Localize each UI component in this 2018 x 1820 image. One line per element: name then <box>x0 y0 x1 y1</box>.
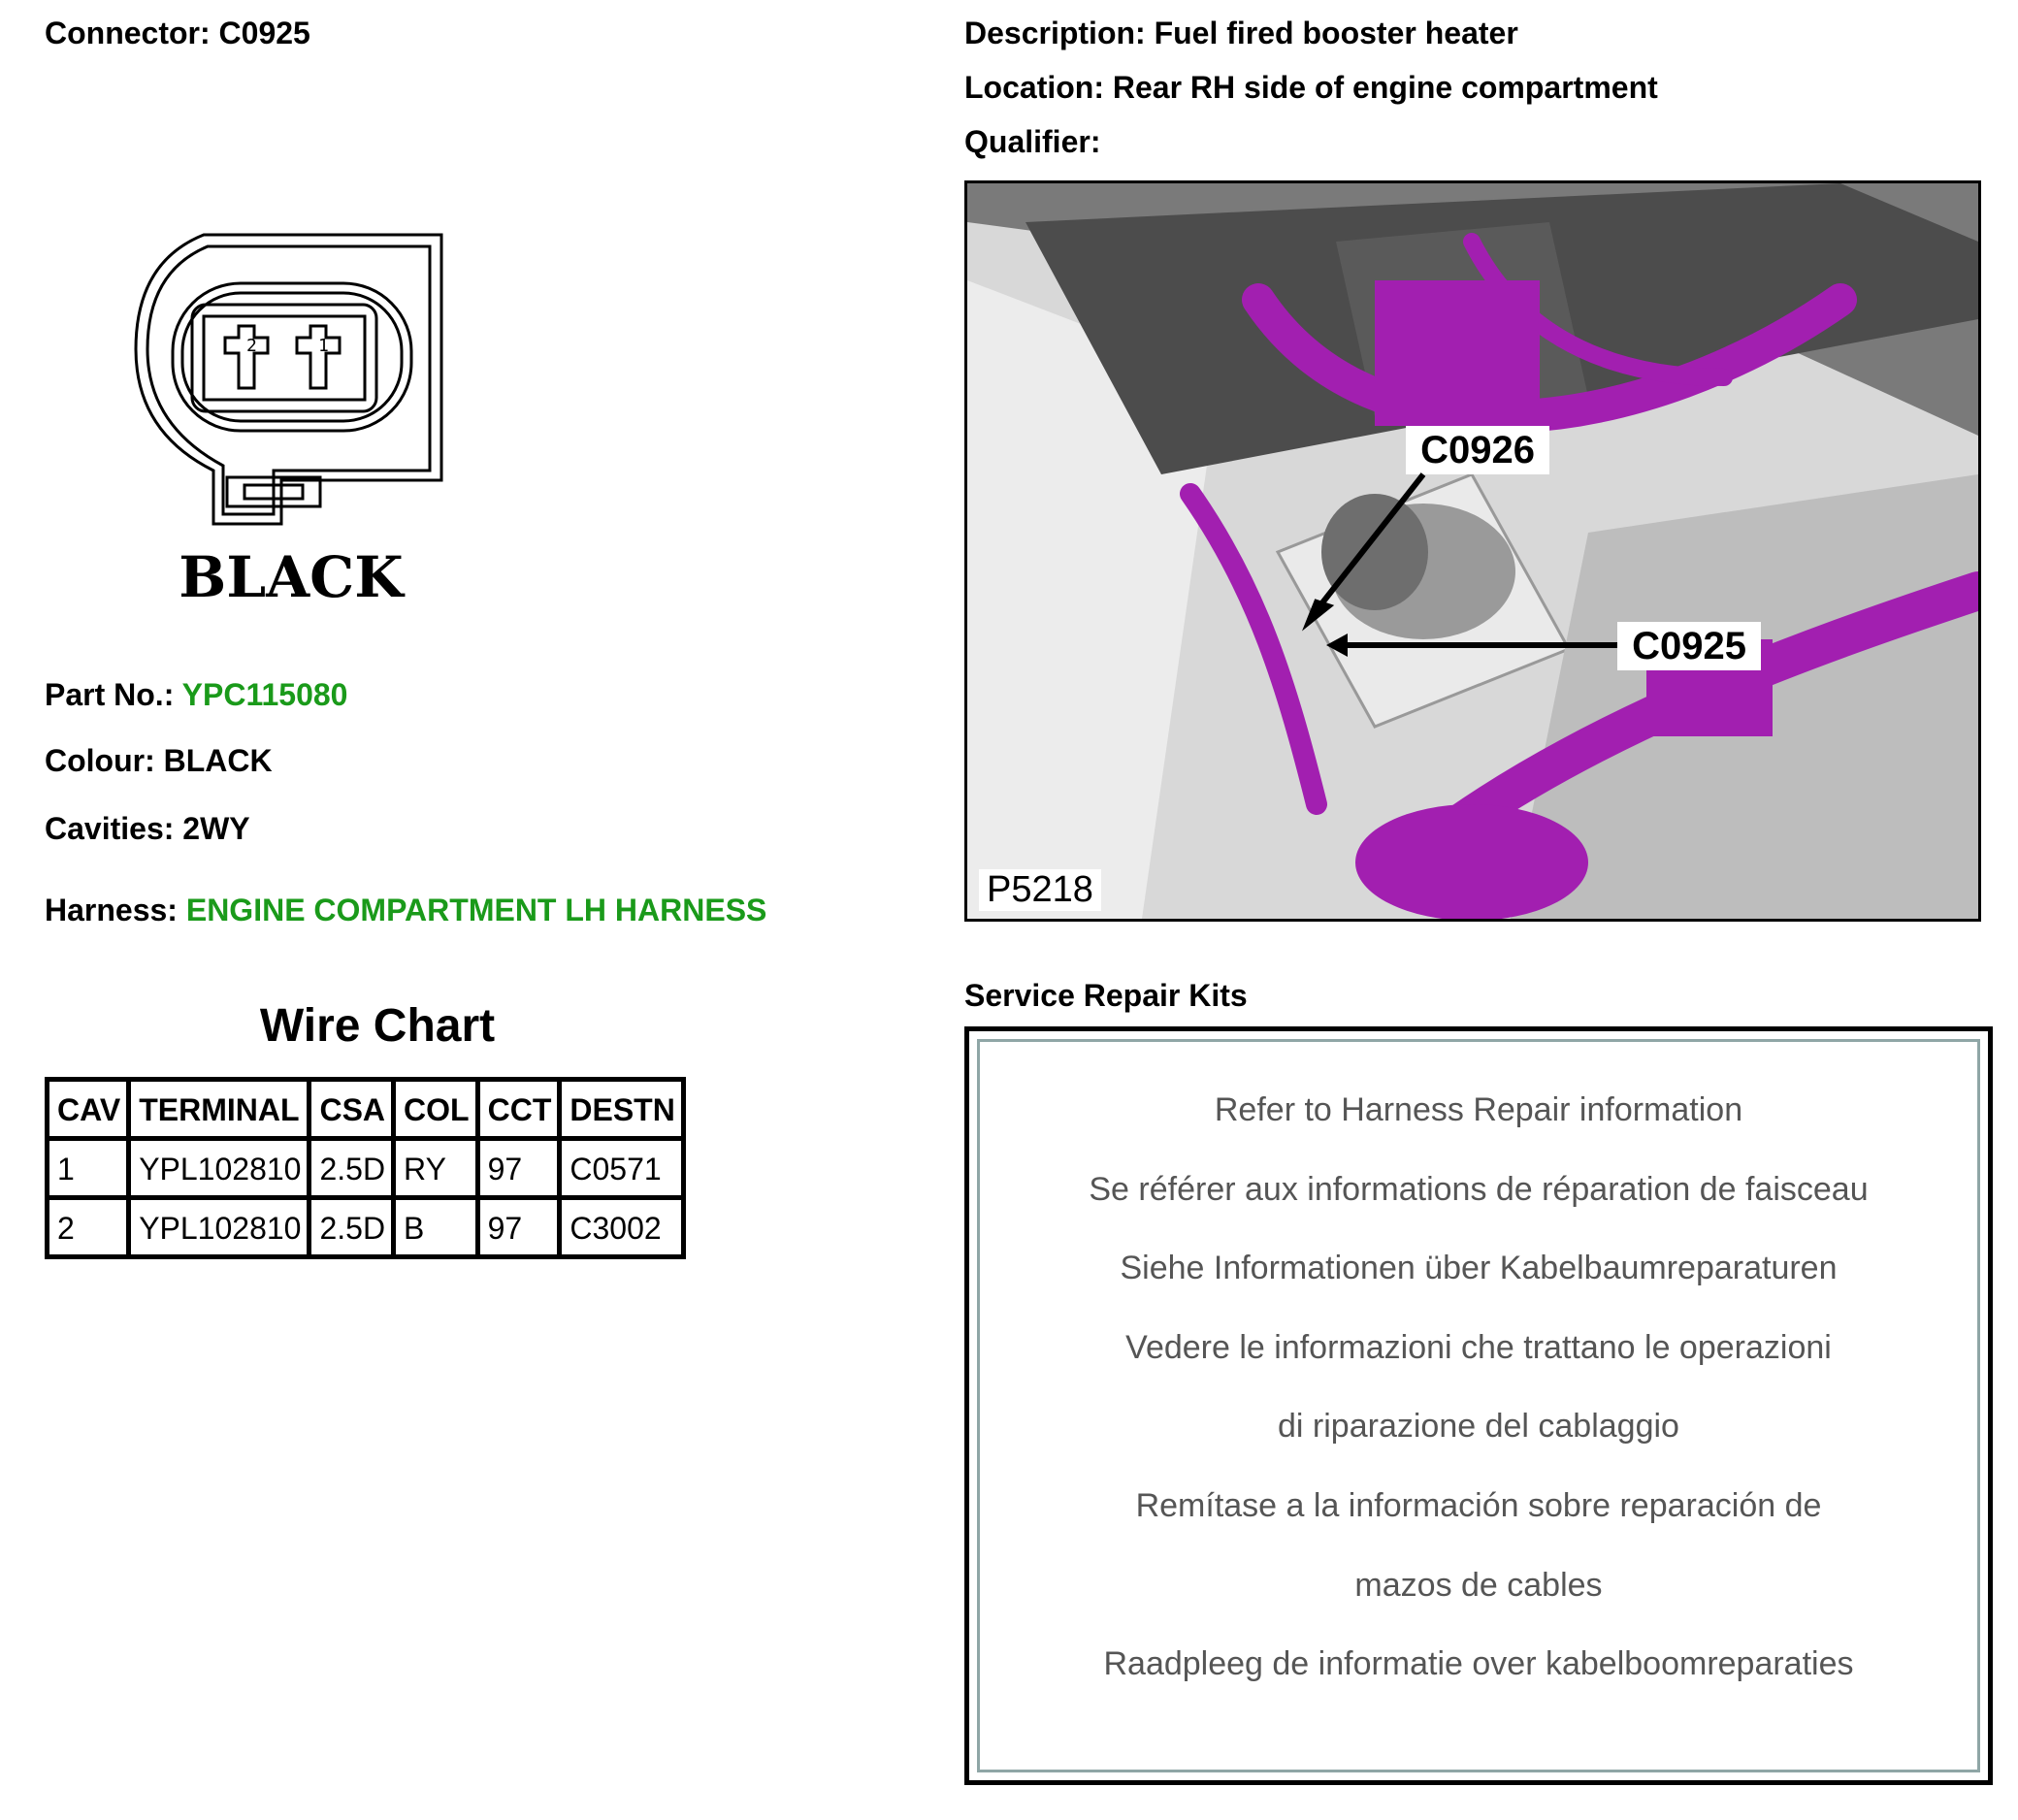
description-field <box>964 16 1518 51</box>
connector-field <box>45 16 310 51</box>
header-col: COL <box>394 1080 478 1139</box>
kit-line: mazos de cables <box>1354 1566 1603 1604</box>
callout-c0926: C0926 <box>1420 429 1535 471</box>
cavities-field <box>45 811 250 847</box>
connector-face-diagram <box>126 223 456 611</box>
cell-destn: C3002 <box>560 1198 683 1257</box>
figure-id-label: P5218 <box>979 869 1101 911</box>
kit-line: Vedere le informazioni che trattano le operazioni <box>1125 1328 1832 1366</box>
cell-csa: 2.5D <box>309 1139 394 1198</box>
wire-chart-table <box>45 1077 686 1259</box>
kit-line: Raadpleeg de informatie over kabelboomreparaties <box>1103 1645 1854 1683</box>
connector-colour-label: BLACK <box>179 544 404 610</box>
location-field <box>964 70 1658 106</box>
harness-field <box>45 893 766 928</box>
cell-cct: 97 <box>477 1198 560 1257</box>
location-value: Rear RH side of engine compartment <box>1112 70 1658 105</box>
colour-field <box>45 743 273 779</box>
part-no-label: Part No.: <box>45 677 175 712</box>
wire-chart-header-row <box>48 1080 684 1139</box>
cell-cav: 2 <box>48 1198 129 1257</box>
description-label: Description: <box>964 16 1146 50</box>
header-cct: CCT <box>477 1080 560 1139</box>
part-no-value[interactable]: YPC115080 <box>181 677 348 712</box>
pin-1-label: 1 <box>318 336 329 356</box>
cell-csa: 2.5D <box>309 1198 394 1257</box>
harness-value[interactable]: ENGINE COMPARTMENT LH HARNESS <box>185 893 767 927</box>
qualifier-label: Qualifier: <box>964 124 1101 159</box>
service-repair-kits-title: Service Repair Kits <box>964 978 1248 1013</box>
qualifier-field <box>964 124 1100 160</box>
header-csa: CSA <box>309 1080 394 1139</box>
cell-col: B <box>394 1198 478 1257</box>
header-destn: DESTN <box>560 1080 683 1139</box>
description-value: Fuel fired booster heater <box>1154 16 1518 50</box>
location-label: Location: <box>964 70 1104 105</box>
cell-cct: 97 <box>477 1139 560 1198</box>
wire-chart-title: Wire Chart <box>259 1000 496 1052</box>
service-repair-kits-inner <box>977 1039 1980 1772</box>
kit-line: Siehe Informationen über Kabelbaumreparaturen <box>1120 1250 1838 1287</box>
kit-line: Refer to Harness Repair information <box>1214 1091 1743 1128</box>
cell-cav: 1 <box>48 1139 129 1198</box>
kit-line: Se référer aux informations de réparation de faisceau <box>1089 1170 1869 1208</box>
table-row <box>48 1139 684 1198</box>
colour-value: BLACK <box>163 743 273 778</box>
connector-value: C0925 <box>218 16 310 50</box>
cavities-value: 2WY <box>182 811 250 846</box>
harness-label: Harness: <box>45 893 178 927</box>
service-repair-kits-box <box>964 1026 1993 1785</box>
part-no-field <box>45 677 347 713</box>
cell-terminal: YPL102810 <box>129 1139 309 1198</box>
cell-col: RY <box>394 1139 478 1198</box>
callout-c0925: C0925 <box>1632 625 1746 667</box>
header-cav: CAV <box>48 1080 129 1139</box>
kit-line: di riparazione del cablaggio <box>1278 1408 1679 1446</box>
connector-label: Connector: <box>45 16 211 50</box>
header-terminal: TERMINAL <box>129 1080 309 1139</box>
pin-2-label: 2 <box>246 336 257 356</box>
connector-location-photo <box>964 180 1981 922</box>
colour-label: Colour: <box>45 743 155 778</box>
cell-destn: C0571 <box>560 1139 683 1198</box>
kit-line: Remítase a la información sobre reparación de <box>1135 1486 1822 1524</box>
cell-terminal: YPL102810 <box>129 1198 309 1257</box>
table-row <box>48 1198 684 1257</box>
cavities-label: Cavities: <box>45 811 175 846</box>
